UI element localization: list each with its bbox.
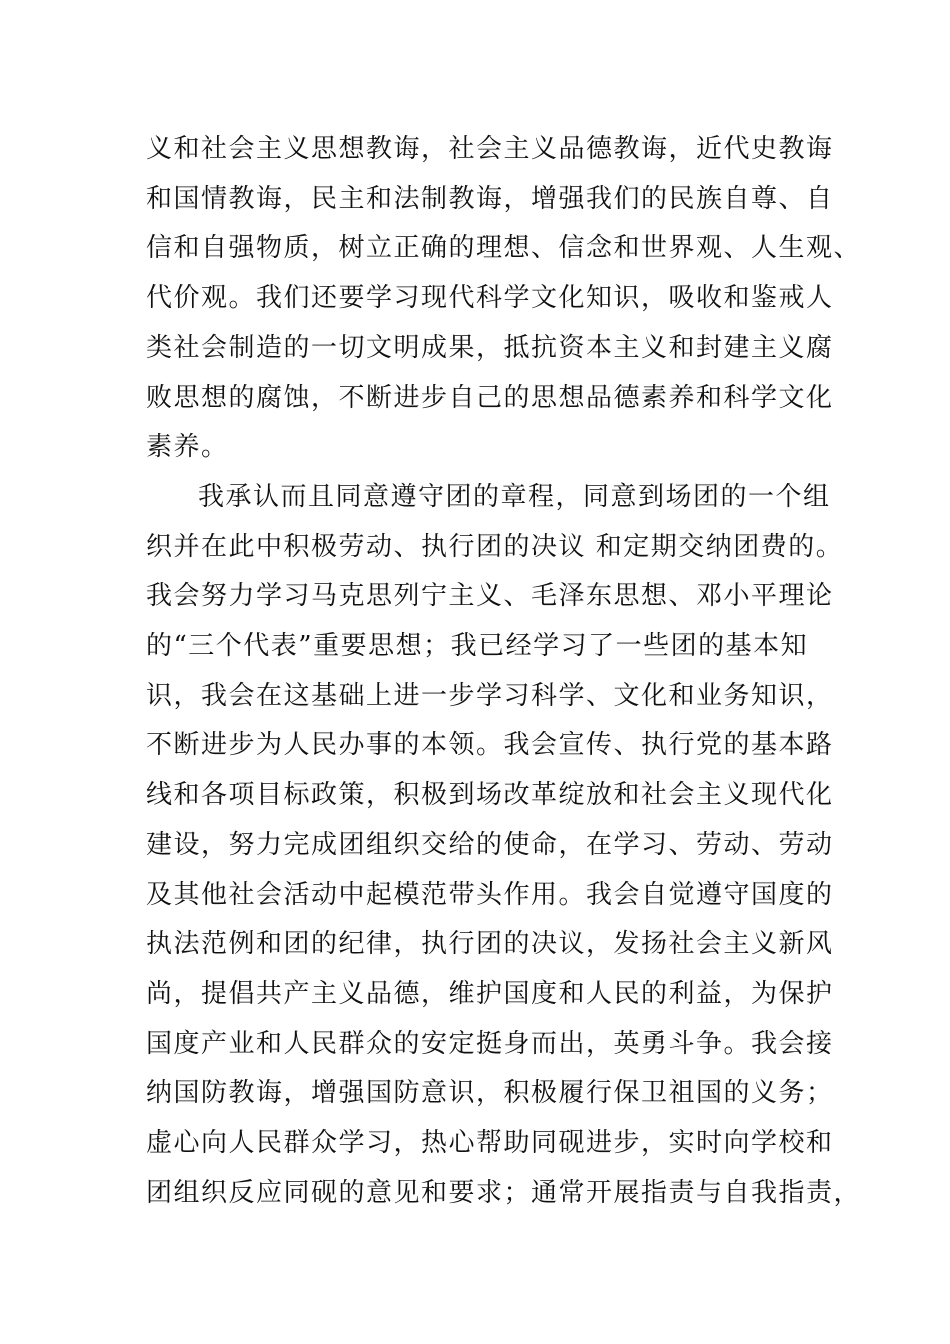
text-line: 执法范例和团的纪律，执行团的决议，发扬社会主义新风 [146, 929, 834, 960]
text-line: 虚心向人民群众学习，热心帮助同砚进步，实时向学校和 [146, 1128, 834, 1158]
text-line: 识，我会在这基础上进一步学习科学、文化和业务知识， [146, 680, 834, 711]
text-line: 建设，努力完成团组织交给的使命，在学习、劳动、劳动 [146, 829, 834, 860]
text-line: 义和社会主义思想教诲，社会主义品德教诲，近代史教诲 [146, 134, 834, 164]
paragraph-first-line: 我承认而且同意遵守团的章程，同意到场团的一个组 [198, 481, 831, 512]
text-line: 素养。 [146, 432, 229, 463]
text-line: 团组织反应同砚的意见和要求；通常开展指责与自我指责， [146, 1177, 862, 1208]
text-line: 类社会制造的一切文明成果，抵抗资本主义和封建主义腐 [146, 332, 834, 363]
text-line: 尚，提倡共产主义品德，维护国度和人民的利益，为保护 [146, 978, 834, 1009]
text-line: 织并在此中积极劳动、执行团的决议 和定期交纳团费的。 [146, 531, 844, 562]
text-line: 败思想的腐蚀，不断进步自己的思想品德素养和科学文化 [146, 382, 834, 413]
text-line: 我会努力学习马克思列宁主义、毛泽东思想、邓小平理论 [146, 581, 834, 612]
text-line: 不断进步为人民办事的本领。我会宣传、执行党的基本路 [146, 730, 834, 761]
text-line: 信和自强物质，树立正确的理想、信念和世界观、人生观、 [146, 233, 862, 264]
text-line: 代价观。我们还要学习现代科学文化知识，吸收和鉴戒人 [146, 283, 834, 314]
text-line: 线和各项目标政策，积极到场改革绽放和社会主义现代化 [146, 780, 834, 811]
text-line: 纳国防教诲，增强国防意识，积极履行保卫祖国的义务； [146, 1078, 834, 1109]
text-line: 国度产业和人民群众的安定挺身而出，英勇斗争。我会接 [146, 1028, 834, 1059]
text-line: 的“三个代表”重要思想；我已经学习了一些团的基本知 [146, 631, 809, 661]
text-line: 和国情教诲，民主和法制教诲，增强我们的民族自尊、自 [146, 183, 834, 214]
text-line: 及其他社会活动中起模范带头作用。我会自觉遵守国度的 [146, 879, 834, 910]
